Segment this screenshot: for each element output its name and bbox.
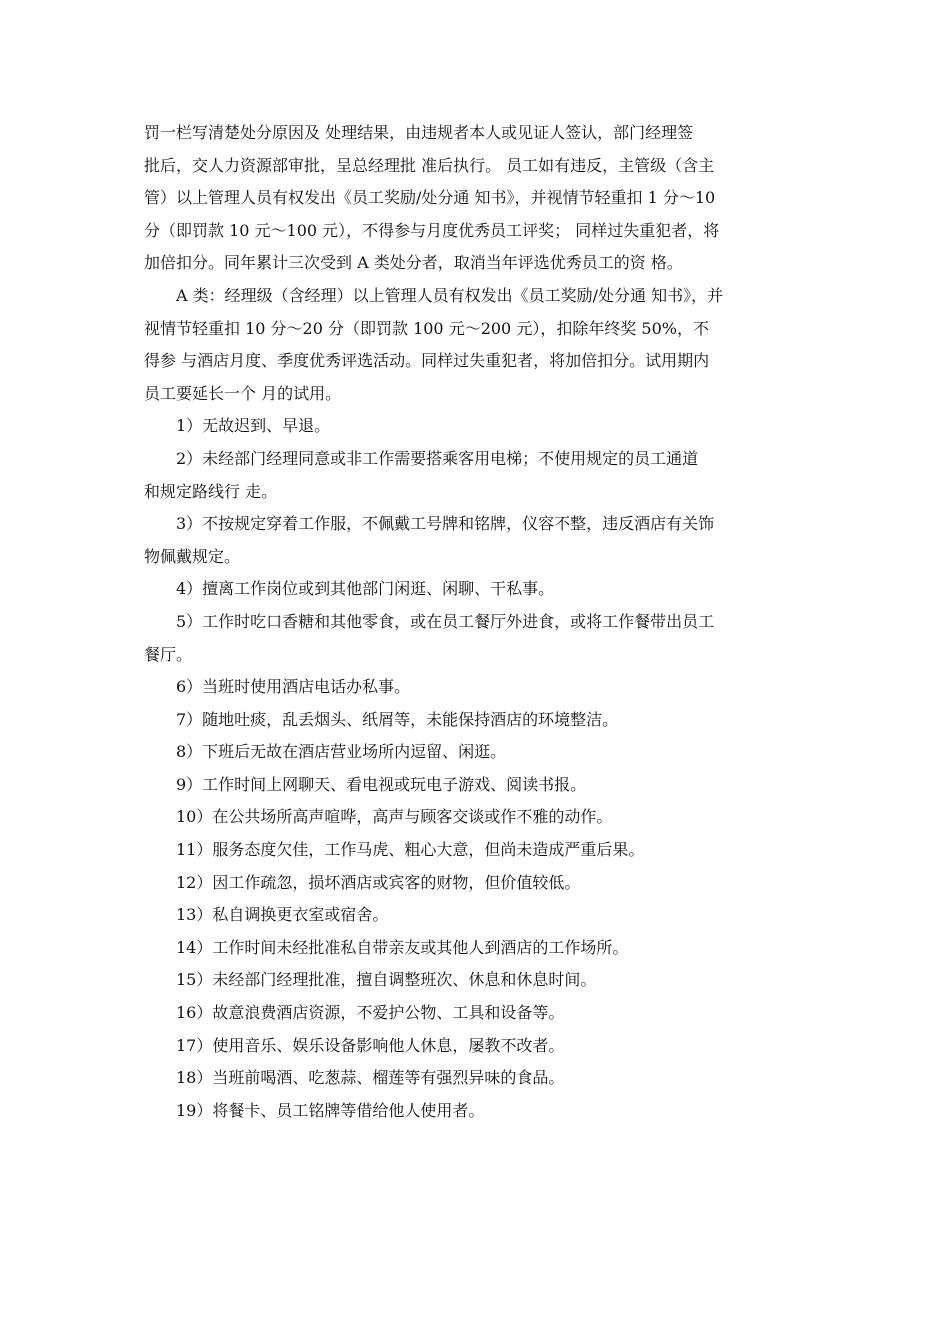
text-line: 5）工作时吃口香糖和其他零食，或在员工餐厅外进食，或将工作餐带出员工 <box>176 611 715 631</box>
text-line: 管）以上管理人员有权发出《员工奖励/处分通 知书》，并视情节轻重扣 1 分～10 <box>144 188 716 208</box>
text-line: 3）不按规定穿着工作服，不佩戴工号牌和铭牌，仪容不整，违反酒店有关饰 <box>176 514 715 534</box>
list-item <box>144 834 810 867</box>
text-line: 视情节轻重扣 10 分～20 分（即罚款 100 元～200 元），扣除年终奖 50%，不 <box>144 318 709 338</box>
text-line: 11）服务态度欠佳，工作马虎、粗心大意，但尚未造成严重后果。 <box>176 840 645 860</box>
list-item <box>144 1062 810 1095</box>
text-line: 罚一栏写清楚处分原因及 处理结果，由违规者本人或见证人签认，部门经理签 <box>144 123 694 142</box>
violation-list <box>144 410 810 1127</box>
text-line: 13）私自调换更衣室或宿舍。 <box>176 905 389 925</box>
list-item <box>144 932 810 965</box>
text-line: 批后，交人力资源部审批，呈总经理批 准后执行。 员工如有违反，主管级（含主 <box>144 155 715 175</box>
list-item <box>144 1095 810 1128</box>
text-line: 12）因工作疏忽，损坏酒店或宾客的财物，但价值较低。 <box>176 872 581 892</box>
text-line: 分（即罚款 10 元～100 元），不得参与月度优秀员工评奖； 同样过失重犯者，将 <box>144 220 720 240</box>
text-line: 4）擅离工作岗位或到其他部门闲逛、闲聊、干私事。 <box>176 579 555 599</box>
text-line: 10）在公共场所高声喧哗，高声与顾客交谈或作不雅的动作。 <box>176 807 613 827</box>
text-line: 15）未经部门经理批准，擅自调整班次、休息和休息时间。 <box>176 970 597 990</box>
text-line: 14）工作时间未经批准私自带亲友或其他人到酒店的工作场所。 <box>176 937 629 957</box>
list-item <box>144 443 810 508</box>
text-line: 和规定路线行 走。 <box>144 481 278 501</box>
list-item <box>144 997 810 1030</box>
list-item <box>144 964 810 997</box>
text-line: 加倍扣分。同年累计三次受到 A 类处分者，取消当年评选优秀员工的资 格。 <box>144 253 683 273</box>
text-line: 6）当班时使用酒店电话办私事。 <box>176 677 411 697</box>
list-item <box>144 899 810 932</box>
list-item <box>144 801 810 834</box>
text-line: 7）随地吐痰，乱丢烟头、纸屑等，未能保持酒店的环境整洁。 <box>176 709 619 729</box>
list-item <box>144 573 810 606</box>
list-item <box>144 736 810 769</box>
list-item <box>144 704 810 737</box>
text-line: 物佩戴规定。 <box>144 546 241 566</box>
text-line: 9）工作时间上网聊天、看电视或玩电子游戏、阅读书报。 <box>176 774 587 794</box>
text-line: 17）使用音乐、娱乐设备影响他人休息，屡教不改者。 <box>176 1035 565 1055</box>
text-line: 员工要延长一个 月的试用。 <box>144 383 342 403</box>
text-line: 餐厅。 <box>144 644 193 664</box>
list-item <box>144 671 810 704</box>
paragraph-class-a <box>144 280 810 410</box>
list-item <box>144 769 810 802</box>
text-line: 8）下班后无故在酒店营业场所内逗留、闲逛。 <box>176 742 507 762</box>
text-line: A 类：经理级（含经理）以上管理人员有权发出《员工奖励/处分通 知书》，并 <box>176 285 724 305</box>
list-item <box>144 508 810 573</box>
document-body <box>144 117 810 1127</box>
text-line: 1）无故迟到、早退。 <box>176 416 331 436</box>
list-item <box>144 410 810 443</box>
paragraph-penalty-procedure <box>144 117 810 280</box>
text-line: 16）故意浪费酒店资源，不爱护公物、工具和设备等。 <box>176 1003 565 1023</box>
list-item <box>144 867 810 900</box>
text-line: 2）未经部门经理同意或非工作需要搭乘客用电梯；不使用规定的员工通道 <box>176 448 699 468</box>
list-item <box>144 1030 810 1063</box>
text-line: 19）将餐卡、员工铭牌等借给他人使用者。 <box>176 1100 485 1120</box>
list-item <box>144 606 810 671</box>
text-line: 18）当班前喝酒、吃葱蒜、榴莲等有强烈异味的食品。 <box>176 1068 565 1088</box>
text-line: 得参 与酒店月度、季度优秀评选活动。同样过失重犯者，将加倍扣分。试用期内 <box>144 351 710 371</box>
